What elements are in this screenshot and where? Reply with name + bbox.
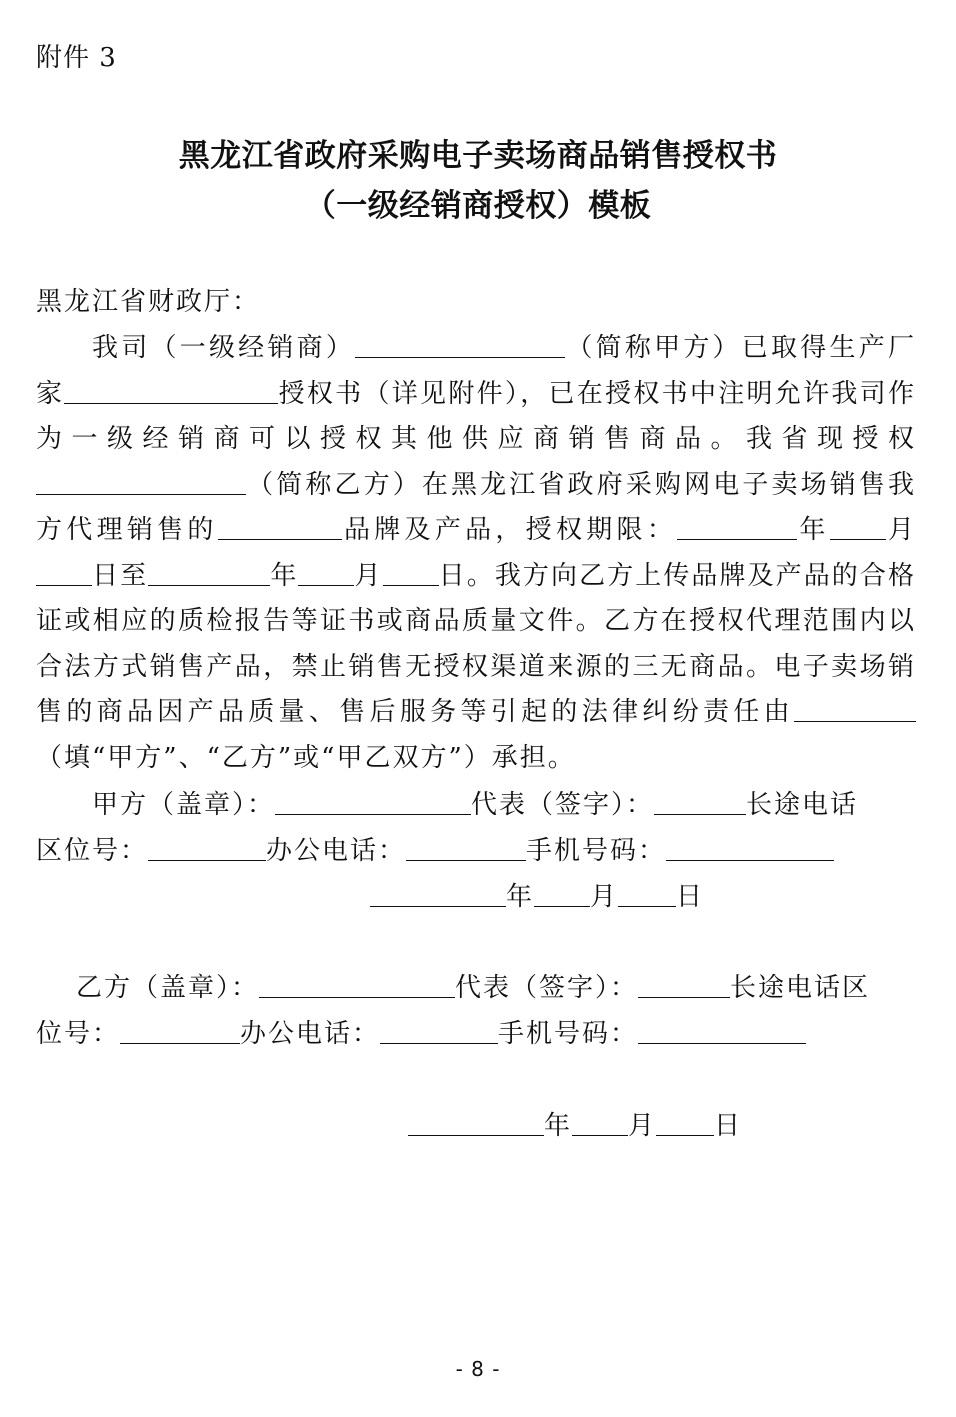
blank-brand[interactable] [218,513,342,540]
party-a-mobile-label: 手机号码： [526,836,667,866]
para-text-6: 年 [797,515,830,545]
para-text-5: 品牌及产品，授权期限： [341,515,678,545]
blank-end-day[interactable] [383,559,439,586]
blank-end-year[interactable] [148,559,270,586]
blank-distributor-name[interactable] [355,331,565,358]
blank-end-month[interactable] [298,559,354,586]
blank-manufacturer-name[interactable] [64,377,278,404]
party-a-area-code-field[interactable] [148,834,266,861]
party-b-day-field[interactable] [656,1109,714,1136]
party-a-area-code-label: 长途电话 [746,790,859,820]
party-b-office-phone-field[interactable] [380,1017,498,1044]
party-b-date [408,1104,742,1150]
blank-start-day[interactable] [36,559,92,586]
document-title-line-2: （一级经销商授权）模板 [304,188,652,224]
party-a-year-label: 年 [506,882,535,912]
party-b-rep-field[interactable] [638,971,730,998]
party-a-year-field[interactable] [370,880,506,907]
party-b-month-field[interactable] [572,1109,628,1136]
party-b-year-label: 年 [544,1111,573,1141]
party-b-line-2 [36,1012,806,1058]
party-a-day-field[interactable] [618,880,676,907]
party-a-line-1 [92,783,858,829]
party-b-seal-label: 乙方（盖章）： [76,973,260,1003]
party-a-office-phone-label: 办公电话： [266,836,407,866]
party-a-month-field[interactable] [534,880,590,907]
party-a-mobile-field[interactable] [666,834,834,861]
party-a-seal-field[interactable] [275,788,471,815]
party-a-month-label: 月 [590,882,619,912]
blank-start-month-a[interactable] [830,513,886,540]
party-b-day-label: 日 [714,1111,743,1141]
blank-start-year[interactable] [677,513,797,540]
party-a-line-2 [36,829,834,875]
para-text-10: 月 [354,560,383,591]
party-a-rep-field[interactable] [654,788,746,815]
party-b-office-phone-label: 办公电话： [240,1019,381,1049]
party-a-area-code-label-cont: 区位号： [36,836,149,866]
party-a-office-phone-field[interactable] [406,834,526,861]
party-b-month-label: 月 [628,1111,657,1141]
party-b-mobile-label: 手机号码： [498,1019,639,1049]
party-b-seal-field[interactable] [259,971,455,998]
document-title-line-1: 黑龙江省政府采购电子卖场商品销售授权书 [178,138,778,174]
para-text-8: 日至 [92,560,149,591]
para-text-3: 授权书（详见附件），已在授权书中注明允许我司作为一级经销商可以授权其他供应商销售商品。我省现授权 [36,378,916,454]
para-text-11: 日。我方向乙方上传品牌及产品的合格证或相应的质检报告等证书或商品质量文件。乙方在授权代理范围内以合法方式销售产品，禁止销售无授权渠道来源的三无商品。电子卖场销售的商品因产品质量、售后服务等引起的法律纠纷责任由 [36,560,916,727]
party-b-mobile-field[interactable] [638,1017,806,1044]
party-a-date [370,875,704,921]
authorization-paragraph [36,326,916,781]
para-text-9: 年 [270,560,299,591]
para-text-2: （简称甲方）已取得生产厂家 [36,333,916,409]
page-number: - 8 - [455,1357,501,1381]
salutation: 黑龙江省财政厅： [36,287,261,317]
para-text-12: （填“甲方”、“乙方”或“甲乙双方”）承担。 [36,742,576,773]
para-text-7: 月 [885,515,916,545]
party-b-area-code-label: 长途电话区 [730,973,871,1003]
party-b-area-code-label-cont: 位号： [36,1019,121,1049]
party-a-day-label: 日 [676,882,705,912]
para-text-4: （简称乙方）在黑龙江省政府采购网电子卖场销售我方代理销售的 [36,469,916,545]
blank-responsible-party[interactable] [794,695,916,722]
blank-supplier-name[interactable] [36,468,246,495]
party-a-rep-label: 代表（签字）： [471,790,655,820]
party-b-area-code-field[interactable] [120,1017,240,1044]
para-text-1: 我司（一级经销商） [92,333,356,363]
attachment-label: 附件 3 [36,43,117,73]
party-b-year-field[interactable] [408,1109,544,1136]
party-a-seal-label: 甲方（盖章）： [92,790,276,820]
party-b-line-1 [76,966,870,1012]
party-b-rep-label: 代表（签字）： [455,973,639,1003]
